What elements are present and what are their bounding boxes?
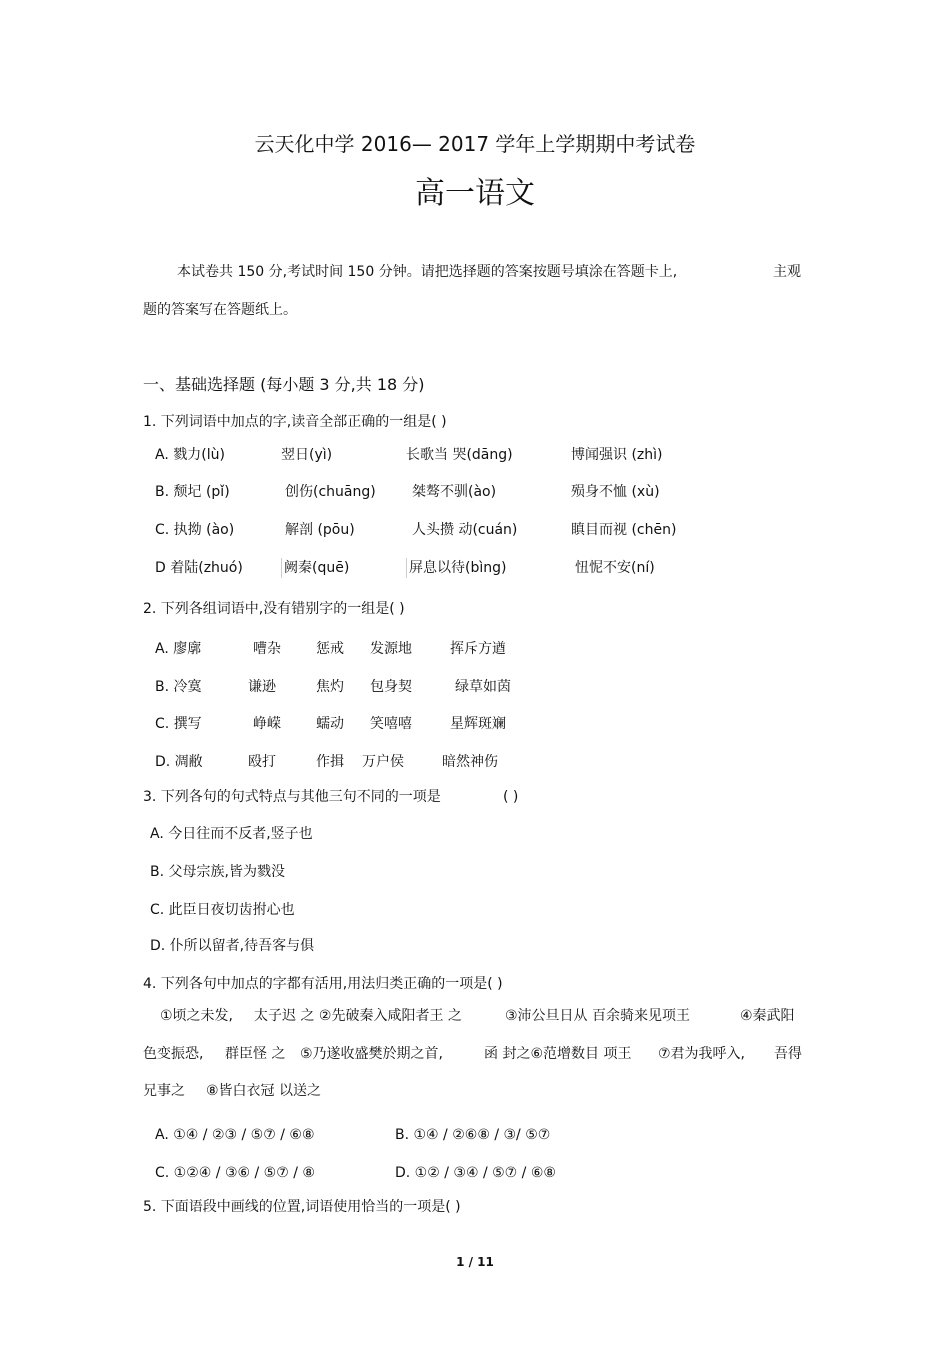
q3-option-b: B. 父母宗族,皆为戮没 [150,864,285,880]
q1-option-d3: 屏息以待(bìng) [406,558,506,578]
q2-b-3: 焦灼 [316,679,344,695]
intro-line-2: 题的答案写在答题纸上。 [143,302,297,318]
q2-b-4: 包身契 [370,679,412,695]
q2-d-5: 暗然神伤 [442,754,498,770]
exam-title: 云天化中学 2016— 2017 学年上学期期中考试卷 [254,132,696,156]
q1-option-a3: 长歌当 哭(dāng) [406,447,513,463]
q4-option-b: B. ①④ / ②⑥⑧ / ③/ ⑤⑦ [395,1127,551,1143]
q2-d-1: D. 凋敝 [155,754,203,770]
q1-option-c1: C. 执拗 (ào) [155,522,235,538]
q2-b-1: B. 冷寞 [155,679,202,695]
q2-c-2: 峥嵘 [253,716,281,732]
q2-a-4: 发源地 [370,641,412,657]
q4-option-d: D. ①② / ③④ / ⑤⑦ / ⑥⑧ [395,1165,556,1181]
q2-a-3: 惩戒 [316,641,344,657]
q4-passage-2d: 函 封之⑥范增数目 项王 [484,1046,632,1062]
question-4-stem: 4. 下列各句中加点的字都有活用,用法归类正确的一项是( ) [143,976,503,992]
q4-passage-1a: ①顷之未发, [160,1008,234,1024]
q4-passage-2b: 群臣怪 之 [225,1046,286,1062]
q1-option-d4: 忸怩不安(ní) [575,560,655,576]
q2-a-2: 嘈杂 [253,641,281,657]
q4-passage-2f: 吾得 [774,1046,802,1062]
q2-d-2: 殴打 [248,754,276,770]
question-2-stem: 2. 下列各组词语中,没有错别字的一组是( ) [143,601,405,617]
intro-line-1: 本试卷共 150 分,考试时间 150 分钟。请把选择题的答案按题号填涂在答题卡上, [177,264,678,280]
q4-passage-2a: 色变振恐, [143,1046,204,1062]
q2-c-5: 星辉斑斓 [450,716,506,732]
q4-passage-1b: 太子迟 之 ②先破秦入咸阳者王 之 [254,1008,462,1024]
q1-option-a1: A. 戮力(lù) [155,447,225,463]
q4-passage-2c: ⑤乃遂收盛樊於期之首, [300,1046,444,1062]
q1-option-b3: 桀骜不驯(ào) [412,484,497,500]
question-5-stem: 5. 下面语段中画线的位置,词语使用恰当的一项是( ) [143,1199,461,1215]
q1-option-b4: 殒身不恤 (xù) [571,484,660,500]
q1-option-c2: 解剖 (pōu) [285,522,355,538]
q2-c-1: C. 撰写 [155,716,202,732]
q1-option-b1: B. 颓圮 (pǐ) [155,484,230,500]
q3-option-d: D. 仆所以留者,待吾客与俱 [150,938,315,954]
q1-option-c3: 人头攒 动(cuán) [412,522,518,538]
q2-b-5: 绿草如茵 [455,679,511,695]
q3-option-a: A. 今日往而不反者,竖子也 [150,826,313,842]
q4-passage-1c: ③沛公旦日从 百余骑来见项王 [505,1008,691,1024]
q2-d-4: 万户侯 [362,754,404,770]
q2-d-3: 作揖 [316,754,344,770]
q4-passage-1d: ④秦武阳 [740,1008,795,1024]
q2-b-2: 谦逊 [248,679,276,695]
question-1-stem: 1. 下列词语中加点的字,读音全部正确的一组是( ) [143,414,447,430]
intro-line-1-tail: 主观 [773,264,801,280]
q2-c-3: 蠕动 [316,716,344,732]
q1-option-a2: 翌日(yì) [281,447,333,463]
q4-passage-3b: ⑧皆白衣冠 以送之 [206,1083,322,1099]
subject-title: 高一语文 [415,176,535,211]
q1-option-d1: D 着陆(zhuó) [155,560,243,576]
q4-option-c: C. ①②④ / ③⑥ / ⑤⑦ / ⑧ [155,1165,315,1181]
q2-a-5: 挥斥方遒 [450,641,506,657]
q4-option-a: A. ①④ / ②③ / ⑤⑦ / ⑥⑧ [155,1127,315,1143]
q1-option-d2: 阙秦(quē) [281,558,349,578]
q4-passage-2e: ⑦君为我呼入, [658,1046,746,1062]
q2-a-1: A. 廖廓 [155,641,202,657]
page-number: 1 / 11 [456,1255,494,1269]
q3-option-c: C. 此臣日夜切齿拊心也 [150,902,295,918]
q4-passage-3a: 兄事之 [143,1083,185,1099]
q1-option-b2: 创伤(chuāng) [285,484,376,500]
q1-option-c4: 瞋目而视 (chēn) [571,522,677,538]
question-3-paren: ( ) [503,789,519,805]
q2-c-4: 笑嘻嘻 [370,716,412,732]
question-3-stem: 3. 下列各句的句式特点与其他三句不同的一项是 [143,789,441,805]
q1-option-a4: 博闻强识 (zhì) [571,447,663,463]
section-heading: 一、基础选择题 (每小题 3 分,共 18 分) [143,375,425,394]
